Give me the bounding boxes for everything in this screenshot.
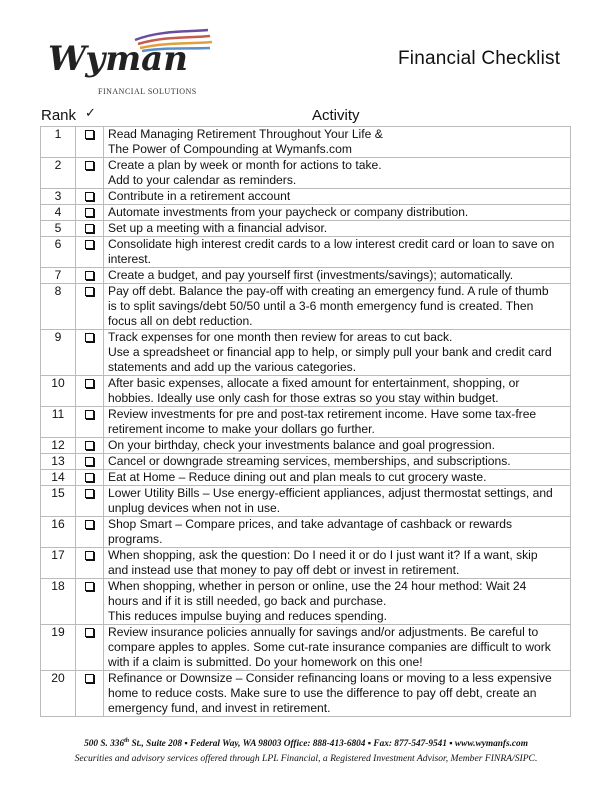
activity-cell xyxy=(104,376,571,407)
checkbox-cell[interactable] xyxy=(76,438,104,454)
rank-cell: 8 xyxy=(41,284,76,330)
checkbox-icon[interactable] xyxy=(85,287,94,296)
activity-cell xyxy=(104,438,571,454)
rank-cell: 6 xyxy=(41,237,76,268)
checkbox-cell[interactable] xyxy=(76,284,104,330)
checkbox-icon[interactable] xyxy=(85,240,94,249)
checkbox-icon[interactable] xyxy=(85,410,94,419)
table-row xyxy=(41,470,571,486)
checkbox-icon[interactable] xyxy=(85,224,94,233)
activity-line: compare apples to apples. Some cut-rate insurance companies are difficult to work xyxy=(108,640,551,654)
checkbox-icon[interactable] xyxy=(85,520,94,529)
activity-line: retirement income to make your dollars go further. xyxy=(108,422,375,436)
table-row xyxy=(41,454,571,470)
rank-cell: 2 xyxy=(41,158,76,189)
activity-line: Create a plan by week or month for actions to take. xyxy=(108,158,382,172)
table-row xyxy=(41,486,571,517)
checkbox-cell[interactable] xyxy=(76,407,104,438)
checkbox-cell[interactable] xyxy=(76,189,104,205)
checkbox-cell[interactable] xyxy=(76,486,104,517)
wyman-logo xyxy=(40,28,230,98)
table-row xyxy=(41,268,571,284)
svg-text:FINANCIAL SOLUTIONS: FINANCIAL SOLUTIONS xyxy=(98,87,197,96)
activity-line: This reduces impulse buying and reduces spending. xyxy=(108,609,387,623)
footer-disclaimer: Securities and advisory services offered through LPL Financial, a Registered Investment Advisor, Member FINRA/SIPC. xyxy=(74,753,538,764)
activity-line: emergency fund, and invest in retirement. xyxy=(108,701,331,715)
checkbox-cell[interactable] xyxy=(76,470,104,486)
activity-line: with if a claim is submitted. Do your homework on this one! xyxy=(108,655,423,669)
activity-line: When shopping, ask the question: Do I need it or do I just want it? If a want, skip xyxy=(108,548,538,562)
table-row xyxy=(41,330,571,376)
activity-cell xyxy=(104,189,571,205)
activity-cell xyxy=(104,517,571,548)
address-sup: th xyxy=(124,737,130,744)
activity-line: and instead use that money to pay off debt or invest in retirement. xyxy=(108,563,460,577)
activity-line: When shopping, whether in person or online, use the 24 hour method: Wait 24 xyxy=(108,579,527,593)
activity-line: Set up a meeting with a financial advisor. xyxy=(108,221,328,235)
checkbox-icon[interactable] xyxy=(85,271,94,280)
table-row xyxy=(41,407,571,438)
activity-line: The Power of Compounding at Wymanfs.com xyxy=(108,142,352,156)
rank-cell: 15 xyxy=(41,486,76,517)
checkbox-cell[interactable] xyxy=(76,671,104,717)
activity-cell xyxy=(104,470,571,486)
table-row xyxy=(41,205,571,221)
checkbox-icon[interactable] xyxy=(85,551,94,560)
checkbox-cell[interactable] xyxy=(76,158,104,189)
table-row xyxy=(41,189,571,205)
checkbox-icon[interactable] xyxy=(85,674,94,683)
activity-cell xyxy=(104,625,571,671)
rank-cell: 12 xyxy=(41,438,76,454)
activity-line: Shop Smart – Compare prices, and take advantage of cashback or rewards xyxy=(108,517,513,531)
checkbox-icon[interactable] xyxy=(85,208,94,217)
checkbox-icon[interactable] xyxy=(85,192,94,201)
checkbox-icon[interactable] xyxy=(85,130,94,139)
page-title: Financial Checklist xyxy=(398,48,561,69)
rank-cell: 13 xyxy=(41,454,76,470)
table-row xyxy=(41,237,571,268)
rank-header: Rank xyxy=(41,107,77,124)
rank-cell: 3 xyxy=(41,189,76,205)
check-header: ✓ xyxy=(85,106,96,121)
rank-cell: 5 xyxy=(41,221,76,237)
activity-line: On your birthday, check your investments balance and goal progression. xyxy=(108,438,495,452)
address-text: 500 S. 336 xyxy=(84,739,125,749)
table-row xyxy=(41,158,571,189)
activity-cell xyxy=(104,237,571,268)
checkbox-cell[interactable] xyxy=(76,127,104,158)
rank-cell: 9 xyxy=(41,330,76,376)
checkbox-cell[interactable] xyxy=(76,268,104,284)
checkbox-cell[interactable] xyxy=(76,221,104,237)
rank-cell: 10 xyxy=(41,376,76,407)
checkbox-cell[interactable] xyxy=(76,205,104,221)
checkbox-icon[interactable] xyxy=(85,489,94,498)
activity-cell xyxy=(104,454,571,470)
table-row xyxy=(41,284,571,330)
activity-cell xyxy=(104,671,571,717)
checkbox-cell[interactable] xyxy=(76,579,104,625)
activity-cell xyxy=(104,221,571,237)
activity-line: Refinance or Downsize – Consider refinancing loans or moving to a less expensive xyxy=(108,671,552,685)
checkbox-cell[interactable] xyxy=(76,517,104,548)
rank-cell: 7 xyxy=(41,268,76,284)
checkbox-icon[interactable] xyxy=(85,582,94,591)
activity-line: Use a spreadsheet or financial app to help, or simply pull your bank and credit card xyxy=(108,345,552,359)
checkbox-cell[interactable] xyxy=(76,548,104,579)
checkbox-cell[interactable] xyxy=(76,330,104,376)
checkbox-cell[interactable] xyxy=(76,454,104,470)
activity-line: Cancel or downgrade streaming services, memberships, and subscriptions. xyxy=(108,454,511,468)
activity-line: hours and if it is still needed, go back and purchase. xyxy=(108,594,387,608)
rank-cell: 20 xyxy=(41,671,76,717)
activity-header: Activity xyxy=(312,107,360,124)
activity-cell xyxy=(104,579,571,625)
checkbox-icon[interactable] xyxy=(85,161,94,170)
activity-cell xyxy=(104,127,571,158)
rank-cell: 1 xyxy=(41,127,76,158)
activity-cell xyxy=(104,158,571,189)
activity-line: Create a budget, and pay yourself first (investments/savings); automatically. xyxy=(108,268,514,282)
activity-line: unplug devices when not in use. xyxy=(108,501,281,515)
activity-line: After basic expenses, allocate a fixed amount for entertainment, shopping, or xyxy=(108,376,520,390)
rank-cell: 19 xyxy=(41,625,76,671)
activity-line: Review investments for pre and post-tax retirement income. Have some tax-free xyxy=(108,407,537,421)
checkbox-cell[interactable] xyxy=(76,376,104,407)
activity-line: statements and add up the various categories. xyxy=(108,360,357,374)
activity-line: Pay off debt. Balance the pay-off with creating an emergency fund. A rule of thumb xyxy=(108,284,549,298)
checkbox-icon[interactable] xyxy=(85,333,94,342)
rank-cell: 11 xyxy=(41,407,76,438)
checkbox-cell[interactable] xyxy=(76,237,104,268)
rank-cell: 17 xyxy=(41,548,76,579)
activity-line: focus all on debt reduction. xyxy=(108,314,253,328)
activity-cell xyxy=(104,205,571,221)
table-row xyxy=(41,127,571,158)
activity-line: Automate investments from your paycheck or company distribution. xyxy=(108,205,469,219)
activity-cell xyxy=(104,486,571,517)
checkbox-cell[interactable] xyxy=(76,625,104,671)
rank-cell: 18 xyxy=(41,579,76,625)
rank-cell: 16 xyxy=(41,517,76,548)
table-row xyxy=(41,376,571,407)
activity-line: programs. xyxy=(108,532,163,546)
activity-line: Consolidate high interest credit cards to a low interest credit card or loan to save on xyxy=(108,237,555,251)
activity-cell xyxy=(104,330,571,376)
svg-text:Wyman: Wyman xyxy=(48,39,188,79)
table-row xyxy=(41,671,571,717)
checkbox-icon[interactable] xyxy=(85,628,94,637)
activity-cell xyxy=(104,284,571,330)
address-contact: St., Suite 208 ▪ Federal Way, WA 98003 Office: 888-413-6804 ▪ Fax: 877-547-9541 ▪ www.wymanfs.com xyxy=(129,739,528,749)
activity-line: is to split savings/debt 50/50 until a 3-6 month emergency fund is created. Then xyxy=(108,299,534,313)
table-row xyxy=(41,579,571,625)
activity-cell xyxy=(104,268,571,284)
activity-line: Track expenses for one month then review for areas to cut back. xyxy=(108,330,453,344)
table-row xyxy=(41,438,571,454)
table-row xyxy=(41,221,571,237)
activity-line: Read Managing Retirement Throughout Your Life & xyxy=(108,127,383,141)
activity-line: Contribute in a retirement account xyxy=(108,189,291,203)
activity-line: hobbies. Ideally use only cash for those extras so you stay within budget. xyxy=(108,391,499,405)
activity-line: interest. xyxy=(108,252,152,266)
activity-line: home to reduce costs. Make sure to use the difference to pay off debt, create an xyxy=(108,686,537,700)
table-row xyxy=(41,517,571,548)
table-row xyxy=(41,548,571,579)
checklist-table xyxy=(40,126,571,717)
checkbox-icon[interactable] xyxy=(85,379,94,388)
rank-cell: 14 xyxy=(41,470,76,486)
activity-line: Lower Utility Bills – Use energy-efficient appliances, adjust thermostat settings, and xyxy=(108,486,553,500)
activity-cell xyxy=(104,548,571,579)
rank-cell: 4 xyxy=(41,205,76,221)
checkbox-icon[interactable] xyxy=(85,441,94,450)
activity-line: Review insurance policies annually for savings and/or adjustments. Be careful to xyxy=(108,625,539,639)
table-row xyxy=(41,625,571,671)
activity-line: Add to your calendar as reminders. xyxy=(108,173,297,187)
checkbox-icon[interactable] xyxy=(85,473,94,482)
checkbox-icon[interactable] xyxy=(85,457,94,466)
activity-cell xyxy=(104,407,571,438)
activity-line: Eat at Home – Reduce dining out and plan meals to cut grocery waste. xyxy=(108,470,487,484)
footer-address xyxy=(0,738,612,750)
